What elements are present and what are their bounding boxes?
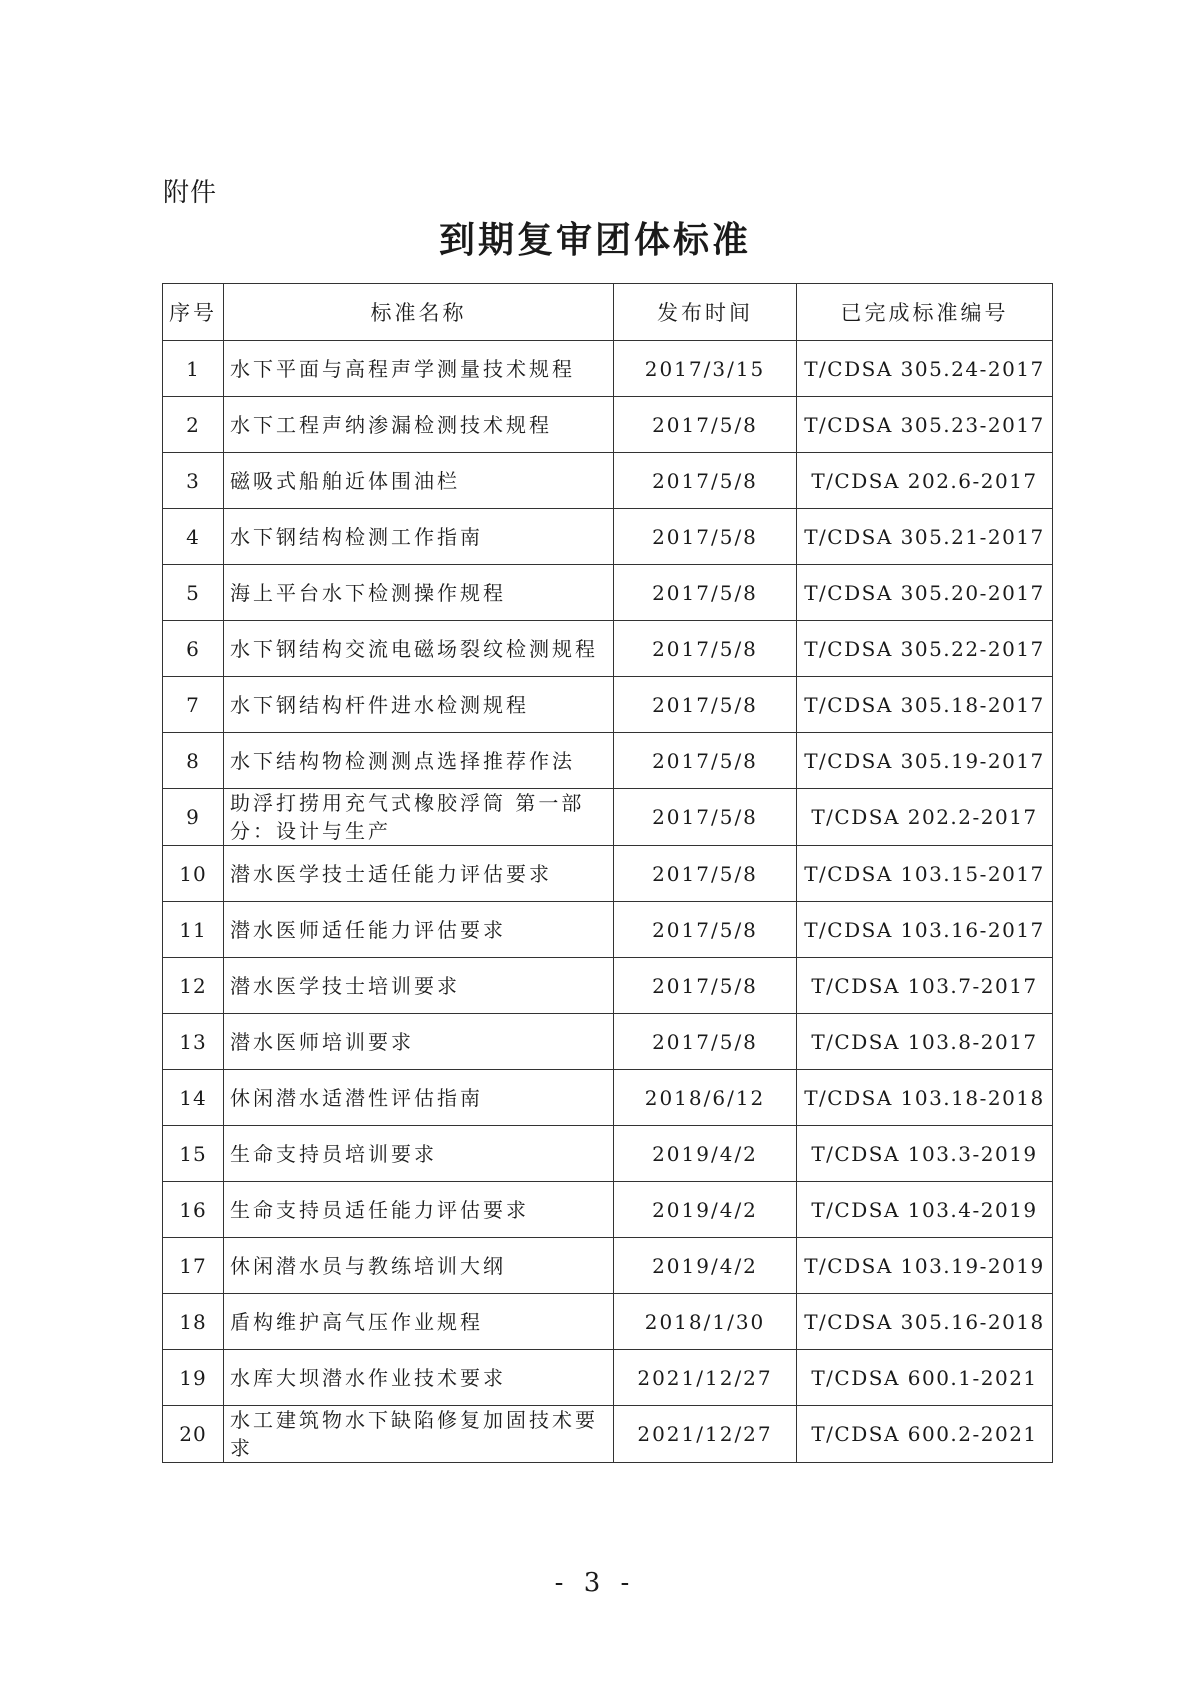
table-row — [163, 1070, 1053, 1126]
row-release-date: 2018/6/12 — [614, 1070, 797, 1126]
row-release-date: 2017/5/8 — [614, 958, 797, 1014]
row-release-date: 2021/12/27 — [614, 1406, 797, 1463]
row-release-date: 2019/4/2 — [614, 1238, 797, 1294]
table-row — [163, 1294, 1053, 1350]
table-row — [163, 789, 1053, 846]
row-serial-number: 12 — [163, 958, 224, 1014]
row-release-date: 2017/5/8 — [614, 789, 797, 846]
row-standard-code: T/CDSA 103.4-2019 — [797, 1182, 1053, 1238]
row-standard-code: T/CDSA 305.19-2017 — [797, 733, 1053, 789]
row-release-date: 2019/4/2 — [614, 1182, 797, 1238]
row-serial-number: 11 — [163, 902, 224, 958]
row-serial-number: 5 — [163, 565, 224, 621]
row-standard-code: T/CDSA 103.7-2017 — [797, 958, 1053, 1014]
table-row — [163, 621, 1053, 677]
row-standard-code: T/CDSA 600.2-2021 — [797, 1406, 1053, 1463]
row-serial-number: 14 — [163, 1070, 224, 1126]
table-header-row — [163, 284, 1053, 341]
document-title: 到期复审团体标准 — [438, 219, 751, 261]
row-standard-code: T/CDSA 600.1-2021 — [797, 1350, 1053, 1406]
row-serial-number: 20 — [163, 1406, 224, 1463]
row-standard-code: T/CDSA 103.8-2017 — [797, 1014, 1053, 1070]
row-serial-number: 10 — [163, 846, 224, 902]
row-standard-code: T/CDSA 103.19-2019 — [797, 1238, 1053, 1294]
table-row — [163, 509, 1053, 565]
table-row — [163, 1350, 1053, 1406]
table-row — [163, 341, 1053, 397]
header-release-date: 发布时间 — [614, 284, 797, 341]
row-release-date: 2018/1/30 — [614, 1294, 797, 1350]
row-standard-name: 盾构维护高气压作业规程 — [224, 1294, 614, 1350]
row-release-date: 2017/5/8 — [614, 733, 797, 789]
row-standard-code: T/CDSA 305.16-2018 — [797, 1294, 1053, 1350]
attachment-label: 附件 — [163, 178, 218, 208]
table-row — [163, 1126, 1053, 1182]
row-standard-name: 生命支持员培训要求 — [224, 1126, 614, 1182]
table-row — [163, 397, 1053, 453]
row-serial-number: 9 — [163, 789, 224, 846]
row-standard-name: 水下钢结构交流电磁场裂纹检测规程 — [224, 621, 614, 677]
row-serial-number: 3 — [163, 453, 224, 509]
row-serial-number: 19 — [163, 1350, 224, 1406]
table-row — [163, 565, 1053, 621]
row-release-date: 2019/4/2 — [614, 1126, 797, 1182]
row-standard-name: 助浮打捞用充气式橡胶浮筒 第一部分：设计与生产 — [224, 789, 614, 846]
row-standard-code: T/CDSA 103.16-2017 — [797, 902, 1053, 958]
header-standard-name: 标准名称 — [224, 284, 614, 341]
page-number: - 3 - — [554, 1568, 636, 1598]
row-standard-name: 水工建筑物水下缺陷修复加固技术要求 — [224, 1406, 614, 1463]
table-row — [163, 902, 1053, 958]
row-standard-name: 海上平台水下检测操作规程 — [224, 565, 614, 621]
row-standard-name: 生命支持员适任能力评估要求 — [224, 1182, 614, 1238]
header-serial-number: 序号 — [163, 284, 224, 341]
row-serial-number: 18 — [163, 1294, 224, 1350]
row-standard-name: 休闲潜水适潜性评估指南 — [224, 1070, 614, 1126]
row-standard-code: T/CDSA 305.23-2017 — [797, 397, 1053, 453]
table-row — [163, 846, 1053, 902]
row-standard-name: 磁吸式船舶近体围油栏 — [224, 453, 614, 509]
row-standard-code: T/CDSA 202.2-2017 — [797, 789, 1053, 846]
row-serial-number: 16 — [163, 1182, 224, 1238]
row-standard-code: T/CDSA 103.18-2018 — [797, 1070, 1053, 1126]
table-row — [163, 1406, 1053, 1463]
row-release-date: 2017/3/15 — [614, 341, 797, 397]
row-standard-code: T/CDSA 305.20-2017 — [797, 565, 1053, 621]
row-standard-name: 潜水医师培训要求 — [224, 1014, 614, 1070]
table-row — [163, 958, 1053, 1014]
row-serial-number: 13 — [163, 1014, 224, 1070]
row-release-date: 2017/5/8 — [614, 846, 797, 902]
row-standard-code: T/CDSA 305.21-2017 — [797, 509, 1053, 565]
row-release-date: 2017/5/8 — [614, 677, 797, 733]
table-row — [163, 733, 1053, 789]
row-serial-number: 4 — [163, 509, 224, 565]
table-body — [163, 341, 1053, 1463]
row-serial-number: 17 — [163, 1238, 224, 1294]
table-row — [163, 1182, 1053, 1238]
row-standard-code: T/CDSA 305.18-2017 — [797, 677, 1053, 733]
row-standard-code: T/CDSA 103.15-2017 — [797, 846, 1053, 902]
table-row — [163, 677, 1053, 733]
row-release-date: 2017/5/8 — [614, 621, 797, 677]
row-standard-code: T/CDSA 103.3-2019 — [797, 1126, 1053, 1182]
row-release-date: 2017/5/8 — [614, 1014, 797, 1070]
row-standard-name: 潜水医学技士培训要求 — [224, 958, 614, 1014]
table-row — [163, 453, 1053, 509]
row-standard-name: 水下工程声纳渗漏检测技术规程 — [224, 397, 614, 453]
row-standard-name: 潜水医师适任能力评估要求 — [224, 902, 614, 958]
row-standard-code: T/CDSA 202.6-2017 — [797, 453, 1053, 509]
row-standard-name: 潜水医学技士适任能力评估要求 — [224, 846, 614, 902]
row-standard-name: 水库大坝潜水作业技术要求 — [224, 1350, 614, 1406]
row-standard-name: 水下钢结构杆件进水检测规程 — [224, 677, 614, 733]
row-standard-name: 水下平面与高程声学测量技术规程 — [224, 341, 614, 397]
row-standard-name: 休闲潜水员与教练培训大纲 — [224, 1238, 614, 1294]
row-standard-code: T/CDSA 305.24-2017 — [797, 341, 1053, 397]
row-serial-number: 1 — [163, 341, 224, 397]
row-serial-number: 15 — [163, 1126, 224, 1182]
table-row — [163, 1238, 1053, 1294]
row-release-date: 2017/5/8 — [614, 397, 797, 453]
row-serial-number: 8 — [163, 733, 224, 789]
row-serial-number: 6 — [163, 621, 224, 677]
row-release-date: 2017/5/8 — [614, 509, 797, 565]
row-serial-number: 7 — [163, 677, 224, 733]
row-release-date: 2017/5/8 — [614, 453, 797, 509]
row-standard-code: T/CDSA 305.22-2017 — [797, 621, 1053, 677]
row-release-date: 2017/5/8 — [614, 565, 797, 621]
row-standard-name: 水下结构物检测测点选择推荐作法 — [224, 733, 614, 789]
row-release-date: 2017/5/8 — [614, 902, 797, 958]
row-standard-name: 水下钢结构检测工作指南 — [224, 509, 614, 565]
row-release-date: 2021/12/27 — [614, 1350, 797, 1406]
standards-table — [162, 283, 1053, 1463]
header-standard-code: 已完成标准编号 — [797, 284, 1053, 341]
table-row — [163, 1014, 1053, 1070]
row-serial-number: 2 — [163, 397, 224, 453]
